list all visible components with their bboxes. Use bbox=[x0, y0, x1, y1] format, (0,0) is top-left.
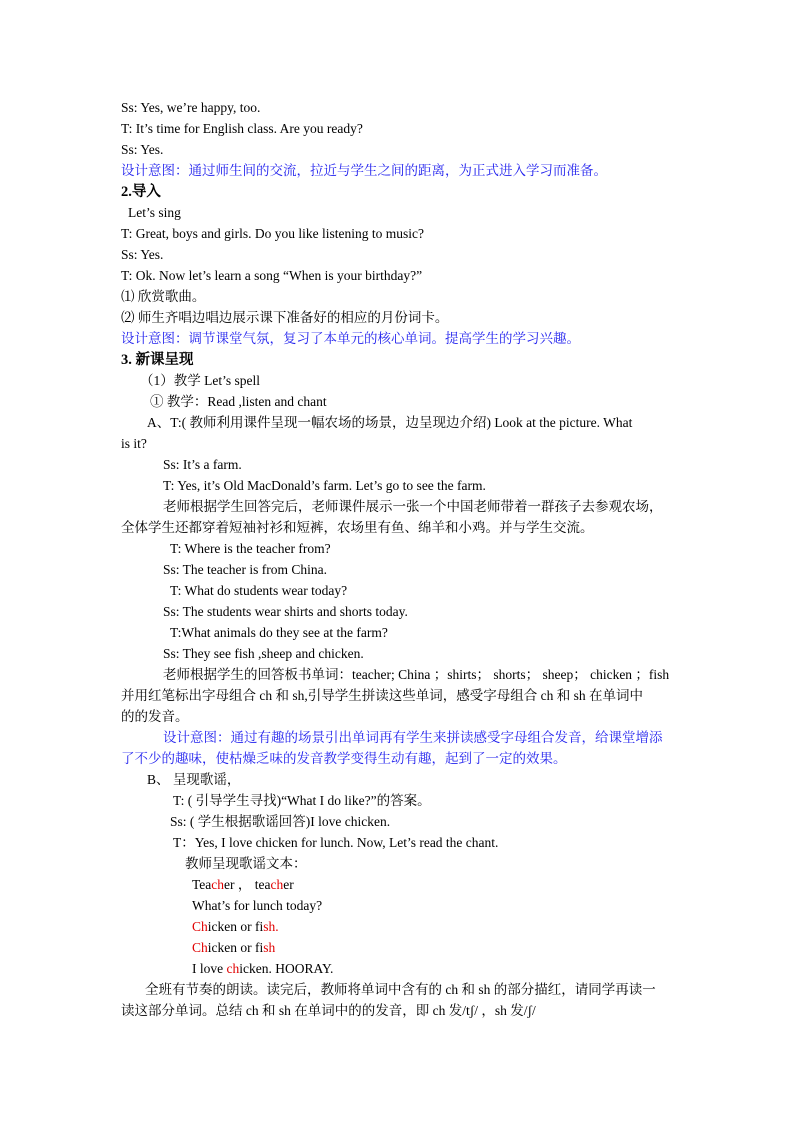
highlighted-letters: ch bbox=[270, 877, 284, 892]
paragraph-line: 全体学生还都穿着短袖衬衫和短裤，农场里有鱼、绵羊和小鸡。并与学生交流。 bbox=[121, 520, 594, 535]
paragraph-line: A、T:( 教师利用课件呈现一幅农场的场景，边呈现边介绍) Look at the picture. What bbox=[147, 415, 633, 430]
chant-line bbox=[192, 938, 275, 958]
highlighted-letters: sh bbox=[263, 940, 276, 955]
paragraph-line: 读这部分单词。总结 ch 和 sh 在单词中的的发音，即 ch 发/tʃ/ ，sh 发/ʃ/ bbox=[121, 1003, 536, 1018]
design-intent-note: 设计意图：通过师生间的交流，拉近与学生之间的距离，为正式进入学习而准备。 bbox=[121, 163, 607, 178]
dialogue-line: Ss: ( 学生根据歌谣回答)I love chicken. bbox=[170, 814, 391, 829]
dialogue-line: Ss: Yes. bbox=[121, 247, 164, 262]
activity-title: Let’s sing bbox=[128, 205, 181, 220]
subsection-title: B、 呈现歌谣， bbox=[147, 772, 241, 787]
chant-text: er bbox=[283, 877, 294, 892]
chant-line bbox=[192, 875, 294, 895]
dialogue-line: T: Great, boys and girls. Do you like listening to music? bbox=[121, 226, 425, 241]
design-intent-note: 设计意图：通过有趣的场景引出单词再有学生来拼读感受字母组合发音，给课堂增添 bbox=[163, 730, 663, 745]
highlighted-letters: Ch bbox=[192, 940, 208, 955]
dialogue-line: T:What animals do they see at the farm? bbox=[170, 625, 388, 640]
chant-line: What’s for lunch today? bbox=[192, 898, 323, 913]
subsection-title: ① 教学：Read ,listen and chant bbox=[150, 394, 327, 409]
chant-line bbox=[192, 959, 333, 979]
paragraph-line: 并用红笔标出字母组合 ch 和 sh,引导学生拼读这些单词，感受字母组合 ch 和 sh 在单词中 bbox=[121, 688, 643, 703]
subsection-title: （1）教学 Let’s spell bbox=[140, 373, 260, 388]
paragraph-line: 老师根据学生回答完后，老师课件展示一张一个中国老师带着一群孩子去参观农场， bbox=[163, 499, 663, 514]
dialogue-line: Ss: Yes. bbox=[121, 142, 164, 157]
dialogue-line: T: Where is the teacher from? bbox=[170, 541, 331, 556]
dialogue-line: T: Yes, it’s Old MacDonald’s farm. Let’s go to see the farm. bbox=[163, 478, 486, 493]
design-intent-note: 设计意图：调节课堂气氛，复习了本单元的核心单词。提高学生的学习兴趣。 bbox=[121, 331, 580, 346]
paragraph-line: 教师呈现歌谣文本： bbox=[185, 856, 307, 871]
chant-line bbox=[192, 917, 279, 937]
highlighted-letters: sh. bbox=[263, 919, 279, 934]
dialogue-line: T: ( 引导学生寻找)“What I do like?”的答案。 bbox=[173, 793, 431, 808]
paragraph-line: 全班有节奏的朗读。读完后，教师将单词中含有的 ch 和 sh 的部分描红，请同学再读一 bbox=[145, 982, 656, 997]
dialogue-line: T: Ok. Now let’s learn a song “When is your birthday?” bbox=[121, 268, 423, 283]
section-heading: 3. 新课呈现 bbox=[121, 352, 194, 368]
paragraph-line: 的的发音。 bbox=[121, 709, 189, 724]
dialogue-line: T：Yes, I love chicken for lunch. Now, Let’s read the chant. bbox=[173, 835, 499, 850]
dialogue-line: Ss: The teacher is from China. bbox=[163, 562, 327, 577]
highlighted-letters: ch bbox=[211, 877, 225, 892]
step-item: ⑵ 师生齐唱边唱边展示课下准备好的相应的月份词卡。 bbox=[121, 310, 449, 325]
dialogue-line: T: What do students wear today? bbox=[170, 583, 348, 598]
dialogue-line: T: It’s time for English class. Are you ready? bbox=[121, 121, 363, 136]
dialogue-line: Ss: They see fish ,sheep and chicken. bbox=[163, 646, 364, 661]
highlighted-letters: Ch bbox=[192, 919, 208, 934]
chant-text: icken. HOORAY. bbox=[239, 961, 334, 976]
paragraph-line: is it? bbox=[121, 436, 147, 451]
section-heading: 2.导入 bbox=[121, 184, 161, 200]
chant-text: icken or fi bbox=[207, 919, 264, 934]
dialogue-line: Ss: It’s a farm. bbox=[163, 457, 242, 472]
dialogue-line: Ss: Yes, we’re happy, too. bbox=[121, 100, 261, 115]
chant-text: Tea bbox=[192, 877, 212, 892]
highlighted-letters: ch bbox=[226, 961, 240, 976]
chant-text: icken or fi bbox=[207, 940, 264, 955]
step-item: ⑴ 欣赏歌曲。 bbox=[121, 289, 206, 304]
chant-text: I love bbox=[192, 961, 227, 976]
dialogue-line: Ss: The students wear shirts and shorts today. bbox=[163, 604, 408, 619]
paragraph-line: 老师根据学生的回答板书单词：teacher; China ；shirts； shorts； sheep； chicken ；fish bbox=[163, 667, 670, 682]
chant-text: er ， tea bbox=[224, 877, 271, 892]
design-intent-note: 了不少的趣味，使枯燥乏味的发音教学变得生动有趣，起到了一定的效果。 bbox=[121, 751, 567, 766]
